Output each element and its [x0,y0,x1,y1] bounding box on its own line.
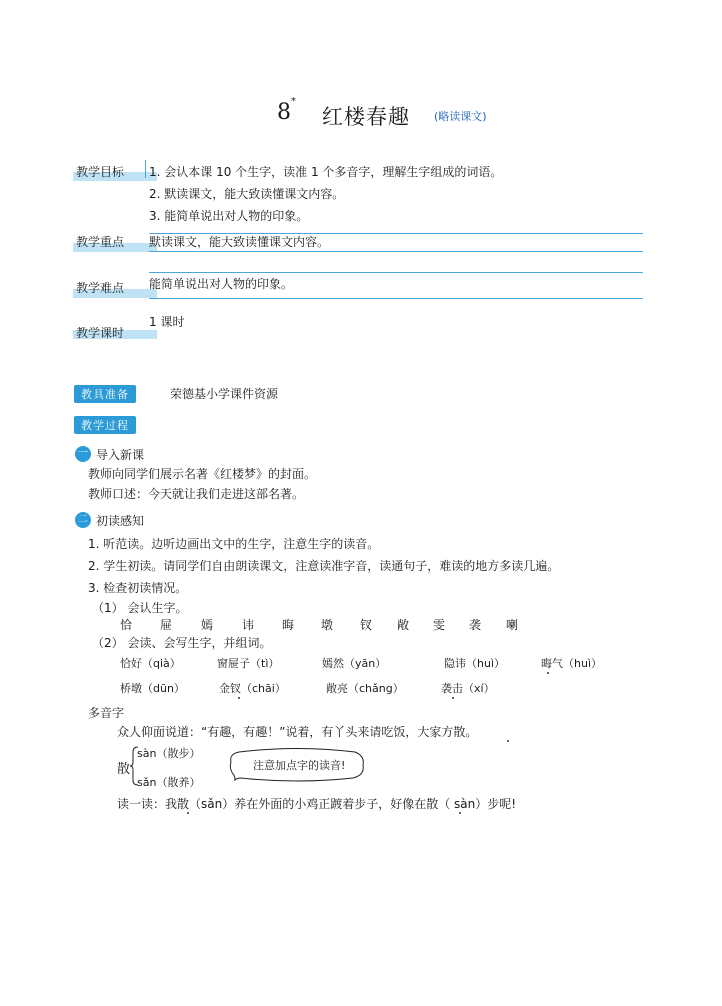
char-9: 雯 [433,618,446,632]
polyphone-char: 散 [117,762,131,777]
word-3: 嫣然（yān） [322,657,387,670]
hours-label: 教学课时 [76,326,125,340]
section2-step-3: 3. 检查初读情况。 [88,581,188,595]
emphasis-dot [507,740,509,742]
polyphone-label: 多音字 [88,706,125,720]
prep-tag: 教具准备 [74,385,136,403]
emphasis-dot [238,697,240,699]
difficulty-label: 教学难点 [76,281,125,295]
section1-line-1: 教师向同学们展示名著《红楼梦》的封面。 [88,467,317,481]
word-5: 晦气（huì） [541,657,602,670]
sub2-title: （2） 会读、会写生字，并组词。 [92,636,272,650]
section2-number: 二 [75,512,91,528]
section1-number: 一 [75,446,91,462]
section2-title: 初读感知 [96,514,145,528]
lesson-type: (略读课文) [434,110,487,123]
goals-divider [145,160,146,178]
prep-text: 荣德基小学课件资源 [170,387,279,401]
section2-step-1: 1. 听范读。边听边画出文中的生字，注意生字的读音。 [88,537,380,551]
hours-text: 1 课时 [149,315,185,329]
char-5: 晦 [282,618,295,632]
goal-item-2: 2. 默读课文，能大致读懂课文内容。 [149,187,345,201]
goals-label: 教学目标 [76,165,125,179]
emphasis-dot [452,697,454,699]
emphasis-dot [187,812,189,814]
emphasis-dot [547,672,549,674]
difficulty-bottom-line [149,298,643,299]
lesson-star: * [291,96,296,107]
difficulty-text: 能简单说出对人物的印象。 [149,277,294,291]
word-7: 金钗（chāi） [219,682,286,695]
section2-step-2: 2. 学生初读。请同学们自由朗读课文，注意读准字音，读通句子，难读的地方多读几遍。 [88,559,560,573]
emphasis-dot [459,812,461,814]
focus-label: 教学重点 [76,235,125,249]
focus-bottom-line [149,251,643,252]
goal-item-3: 3. 能简单说出对人物的印象。 [149,209,309,223]
lesson-title: 红楼春趣 [322,105,410,129]
word-9: 袭击（xí） [441,682,495,695]
focus-text: 默读课文，能大致读懂课文内容。 [149,235,330,249]
section1-title: 导入新课 [96,448,145,462]
reading-2: sǎn（散养） [137,776,201,789]
word-4: 隐讳（huì） [444,657,505,670]
char-4: 讳 [242,618,255,632]
word-1: 恰好（qià） [120,657,181,670]
word-8: 敞亮（chǎng） [326,682,404,695]
reading-1: sàn（散步） [137,747,201,760]
char-11: 喇 [506,618,519,632]
char-6: 墩 [321,618,334,632]
polyphone-sentence: 众人仰面说道：“有趣，有趣！”说着，有丫头来请吃饭，大家方散。 [117,725,478,739]
goal-item-1: 1. 会认本课 10 个生字，读准 1 个多音字，理解生字组成的词语。 [149,165,503,179]
process-tag: 教学过程 [74,416,136,434]
lesson-number: 8 [277,100,291,125]
sub1-title: （1） 会认生字。 [92,601,188,615]
word-6: 桥墩（dūn） [120,682,185,695]
word-2: 窗屉子（tì） [217,657,280,670]
char-8: 敞 [397,618,410,632]
bubble-text: 注意加点字的读音! [253,759,346,772]
char-3: 嫣 [201,618,214,632]
difficulty-top-line [149,272,643,273]
practice-text: 读一读：我散（sǎn）养在外面的小鸡正踱着步子，好像在散（ sàn）步呢! [117,797,517,811]
char-10: 袭 [469,618,482,632]
char-7: 钗 [360,618,373,632]
char-2: 屉 [160,618,173,632]
section1-line-2: 教师口述：今天就让我们走进这部名著。 [88,487,305,501]
char-1: 恰 [120,618,133,632]
